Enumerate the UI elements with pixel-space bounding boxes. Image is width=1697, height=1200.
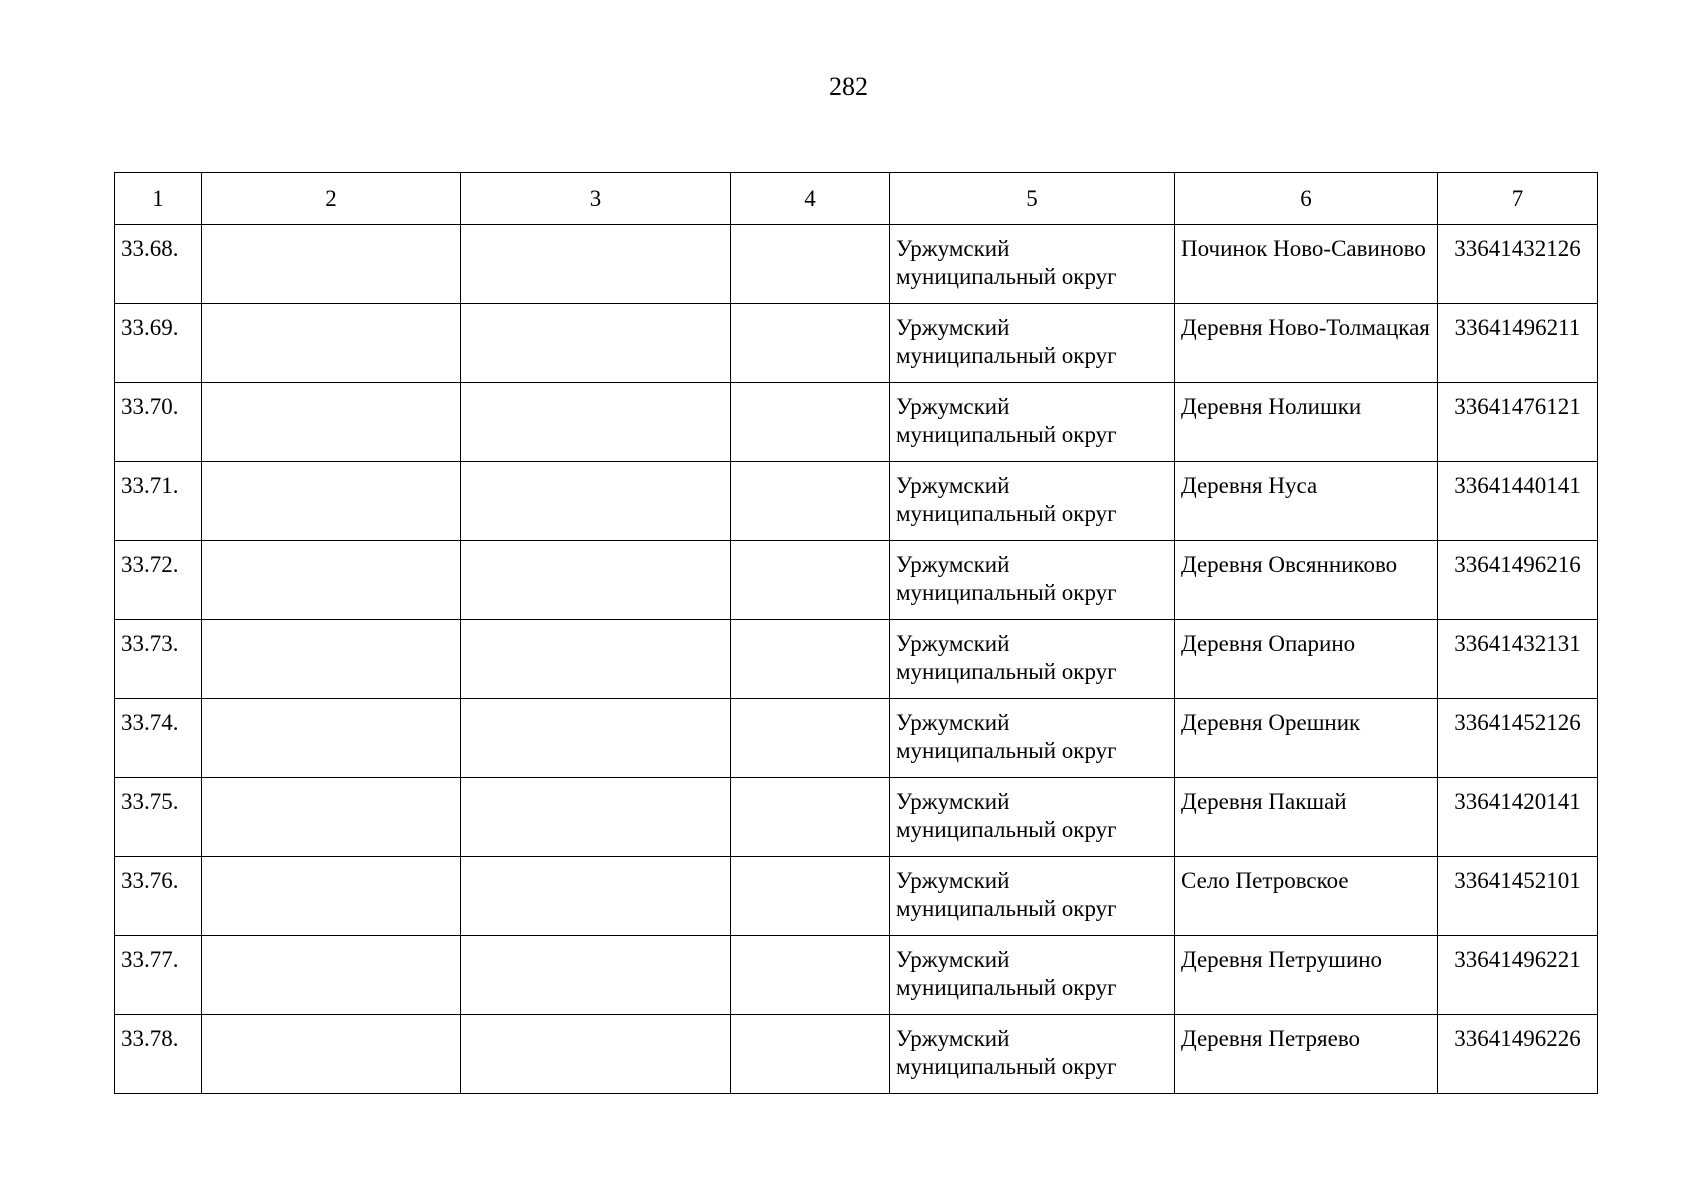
column-2-cell	[202, 936, 461, 1015]
settlement-cell: Починок Ново-Савиново	[1175, 225, 1438, 304]
district-cell: Уржумский муниципальный округ	[890, 225, 1175, 304]
column-3-cell	[461, 462, 731, 541]
district-cell: Уржумский муниципальный округ	[890, 304, 1175, 383]
column-2-cell	[202, 1015, 461, 1094]
header-cell-7: 7	[1438, 173, 1598, 225]
oktmo-code-cell: 33641496211	[1438, 304, 1598, 383]
column-3-cell	[461, 383, 731, 462]
district-cell: Уржумский муниципальный округ	[890, 620, 1175, 699]
header-cell-4: 4	[731, 173, 890, 225]
header-cell-2: 2	[202, 173, 461, 225]
oktmo-code-cell: 33641496226	[1438, 1015, 1598, 1094]
oktmo-code-cell: 33641432126	[1438, 225, 1598, 304]
district-cell: Уржумский муниципальный округ	[890, 778, 1175, 857]
column-2-cell	[202, 304, 461, 383]
column-4-cell	[731, 383, 890, 462]
row-number-cell: 33.78.	[115, 1015, 202, 1094]
oktmo-code-cell: 33641496221	[1438, 936, 1598, 1015]
table-row	[115, 462, 1598, 541]
settlement-cell: Деревня Нолишки	[1175, 383, 1438, 462]
column-3-cell	[461, 1015, 731, 1094]
header-row	[115, 173, 1598, 225]
column-2-cell	[202, 462, 461, 541]
table-row	[115, 541, 1598, 620]
district-cell: Уржумский муниципальный округ	[890, 383, 1175, 462]
column-3-cell	[461, 225, 731, 304]
settlements-table	[114, 172, 1598, 1094]
column-3-cell	[461, 699, 731, 778]
row-number-cell: 33.72.	[115, 541, 202, 620]
page-number: 282	[829, 72, 868, 101]
oktmo-code-cell: 33641432131	[1438, 620, 1598, 699]
table-row	[115, 304, 1598, 383]
table-row	[115, 225, 1598, 304]
district-cell: Уржумский муниципальный округ	[890, 936, 1175, 1015]
column-4-cell	[731, 936, 890, 1015]
column-2-cell	[202, 699, 461, 778]
table-row	[115, 778, 1598, 857]
settlement-cell: Деревня Ново-Толмацкая	[1175, 304, 1438, 383]
settlement-cell: Деревня Орешник	[1175, 699, 1438, 778]
column-2-cell	[202, 225, 461, 304]
settlement-cell: Село Петровское	[1175, 857, 1438, 936]
oktmo-code-cell: 33641420141	[1438, 778, 1598, 857]
row-number-cell: 33.70.	[115, 383, 202, 462]
settlement-cell: Деревня Пакшай	[1175, 778, 1438, 857]
column-4-cell	[731, 699, 890, 778]
row-number-cell: 33.77.	[115, 936, 202, 1015]
district-cell: Уржумский муниципальный округ	[890, 857, 1175, 936]
district-cell: Уржумский муниципальный округ	[890, 462, 1175, 541]
row-number-cell: 33.71.	[115, 462, 202, 541]
settlement-cell: Деревня Опарино	[1175, 620, 1438, 699]
column-2-cell	[202, 620, 461, 699]
settlement-cell: Деревня Нуса	[1175, 462, 1438, 541]
district-cell: Уржумский муниципальный округ	[890, 699, 1175, 778]
column-4-cell	[731, 620, 890, 699]
header-cell-5: 5	[890, 173, 1175, 225]
column-3-cell	[461, 541, 731, 620]
settlement-cell: Деревня Овсянниково	[1175, 541, 1438, 620]
table-row	[115, 620, 1598, 699]
table-row	[115, 699, 1598, 778]
district-cell: Уржумский муниципальный округ	[890, 541, 1175, 620]
column-2-cell	[202, 857, 461, 936]
row-number-cell: 33.74.	[115, 699, 202, 778]
header-cell-1: 1	[115, 173, 202, 225]
column-2-cell	[202, 383, 461, 462]
column-3-cell	[461, 304, 731, 383]
column-3-cell	[461, 778, 731, 857]
column-2-cell	[202, 778, 461, 857]
table-row	[115, 383, 1598, 462]
column-4-cell	[731, 1015, 890, 1094]
header-cell-3: 3	[461, 173, 731, 225]
table-row	[115, 857, 1598, 936]
column-4-cell	[731, 304, 890, 383]
oktmo-code-cell: 33641452126	[1438, 699, 1598, 778]
row-number-cell: 33.76.	[115, 857, 202, 936]
column-4-cell	[731, 541, 890, 620]
table-row	[115, 936, 1598, 1015]
header-cell-6: 6	[1175, 173, 1438, 225]
column-4-cell	[731, 462, 890, 541]
settlement-cell: Деревня Петряево	[1175, 1015, 1438, 1094]
column-2-cell	[202, 541, 461, 620]
row-number-cell: 33.75.	[115, 778, 202, 857]
oktmo-code-cell: 33641476121	[1438, 383, 1598, 462]
row-number-cell: 33.73.	[115, 620, 202, 699]
column-4-cell	[731, 225, 890, 304]
settlement-cell: Деревня Петрушино	[1175, 936, 1438, 1015]
column-4-cell	[731, 778, 890, 857]
oktmo-code-cell: 33641440141	[1438, 462, 1598, 541]
oktmo-code-cell: 33641496216	[1438, 541, 1598, 620]
row-number-cell: 33.69.	[115, 304, 202, 383]
oktmo-code-cell: 33641452101	[1438, 857, 1598, 936]
column-4-cell	[731, 857, 890, 936]
column-3-cell	[461, 857, 731, 936]
row-number-cell: 33.68.	[115, 225, 202, 304]
district-cell: Уржумский муниципальный округ	[890, 1015, 1175, 1094]
table-row	[115, 1015, 1598, 1094]
column-3-cell	[461, 620, 731, 699]
column-3-cell	[461, 936, 731, 1015]
